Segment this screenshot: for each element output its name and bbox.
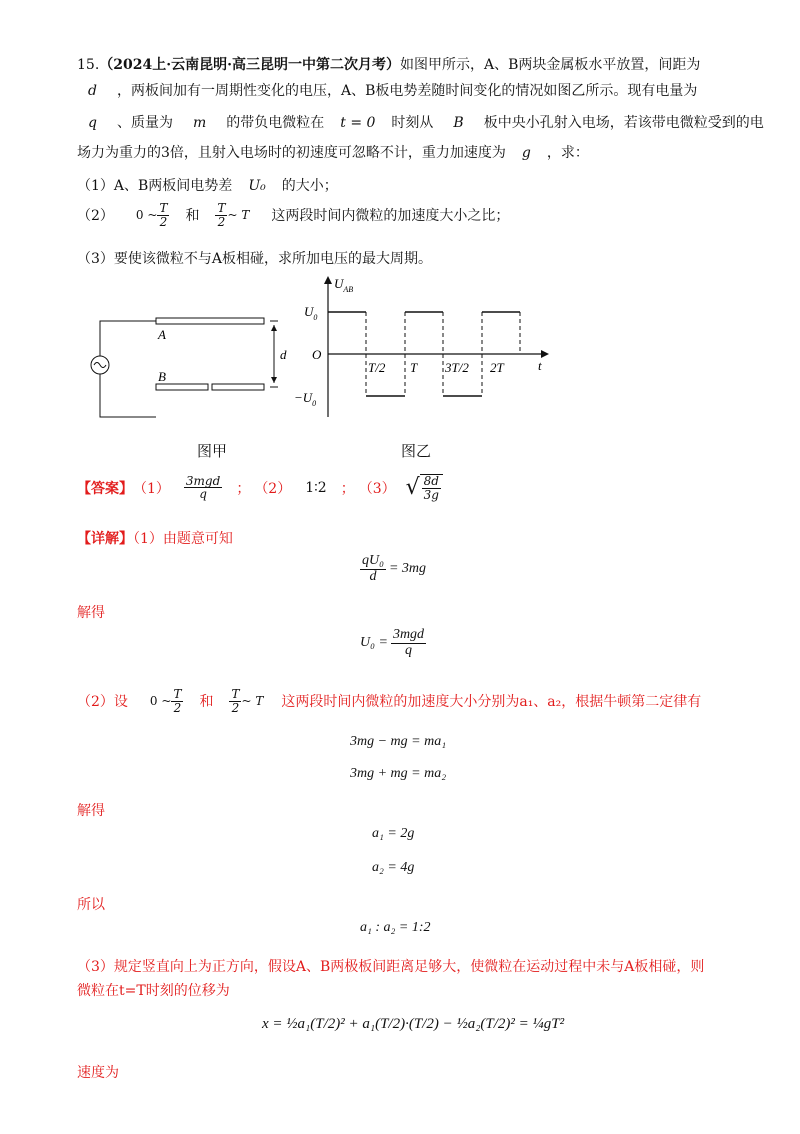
- tick-T-half: T/2: [368, 360, 386, 375]
- frac-num: 3mgd: [185, 473, 221, 488]
- fraction-T-over-2: [229, 688, 241, 714]
- frac-num: qU₀: [362, 553, 384, 568]
- explain-label: 【详解】: [77, 531, 133, 547]
- frac-den: d: [369, 568, 377, 584]
- plate-B-right: [212, 384, 264, 390]
- question-text: （2）: [77, 208, 114, 225]
- y-arrow-icon: [324, 276, 332, 284]
- eq2-lhs: U₀ =: [360, 635, 388, 651]
- symbol-B: B: [453, 115, 464, 131]
- question-text: 如图甲所示，A、B两块金属板水平放置，间距为: [399, 57, 701, 73]
- question-text: 时刻从: [391, 115, 434, 131]
- question-text: ，求：: [546, 145, 589, 161]
- explain-sudu: 速度为: [77, 1065, 119, 1081]
- plate-A: [156, 318, 264, 324]
- answer-index: （2）: [254, 480, 292, 497]
- fraction-T-over-2: [157, 202, 169, 228]
- plate-B-left: [156, 384, 208, 390]
- label-t: t: [538, 358, 542, 373]
- frac-den: q: [405, 642, 412, 658]
- x-arrow-icon: [541, 350, 549, 358]
- question-text: 板中央小孔射入电场，若该带电微粒受到的电: [483, 115, 764, 131]
- explain-text: 这两段时间内微粒的加速度大小分别为a₁、a₂，根据牛顿第二定律有: [281, 694, 702, 711]
- explain-line-2: [77, 688, 701, 714]
- question-text: 的带负电微粒在: [226, 115, 325, 131]
- question-text: （3）要使该微粒不与A板相碰，求所加电压的最大周期。: [77, 251, 433, 267]
- label-neg-U0: $-U_0$: [294, 390, 317, 408]
- answer-1-fraction: [184, 475, 222, 501]
- explain-jiede-1: 解得: [77, 605, 105, 621]
- equation-7: a₁ : a₂ = 1:2: [360, 920, 431, 935]
- fraction-T-over-2: [171, 688, 183, 714]
- frac-num: T: [231, 687, 240, 701]
- eq2-fraction: [391, 628, 426, 658]
- symbol-q: q: [88, 115, 97, 131]
- frac-den: 2: [217, 214, 226, 229]
- equation-3: 3mg − mg = ma₁: [350, 734, 447, 749]
- symbol-d: d: [88, 83, 97, 99]
- explain-text: 和: [199, 694, 214, 711]
- caption-right: 图乙: [401, 442, 432, 460]
- tick-2T: 2T: [490, 360, 504, 375]
- subquestion-1: [77, 175, 338, 195]
- question-text: 和: [185, 208, 200, 225]
- symbol-t0: t = 0: [340, 115, 376, 131]
- equation-2: [360, 628, 426, 658]
- frac-den: 2: [173, 700, 182, 715]
- equation-8: x = ½a₁(T/2)² + a₁(T/2)·(T/2) − ½a₂(T/2)² = ¼gT²: [262, 1016, 565, 1032]
- interval-start: 0 ~: [135, 208, 158, 223]
- explain-line-3a: （3）规定竖直向上为正方向，假设A、B两极板间距离足够大，使微粒在运动过程中未与A板相碰，则: [77, 959, 705, 975]
- explain-text: （2）设: [77, 694, 128, 711]
- label-B: B: [158, 369, 166, 384]
- answer-index: （1）: [133, 480, 170, 497]
- figure-voltage-graph: [290, 272, 560, 422]
- interval-end: ~ T: [227, 208, 250, 223]
- question-line-4: [77, 142, 589, 162]
- subquestion-2: [77, 202, 509, 228]
- equation-6: a₂ = 4g: [372, 860, 415, 875]
- label-A: A: [158, 327, 166, 342]
- eq1-fraction: [360, 554, 386, 584]
- frac-num: 3mgd: [392, 627, 425, 642]
- explain-suoyi: 所以: [77, 897, 105, 913]
- question-line-2: [88, 80, 697, 100]
- answer-separator: ；: [236, 480, 251, 497]
- caption-left: 图甲: [197, 442, 228, 460]
- answer-separator: ；: [340, 480, 355, 497]
- interval-start: 0 ~: [149, 694, 172, 709]
- explain-line-1: [77, 528, 233, 548]
- answer-line: [77, 474, 443, 501]
- label-d: d: [280, 347, 287, 362]
- tick-3T-half: 3T/2: [445, 360, 469, 375]
- question-text: 、质量为: [116, 115, 173, 131]
- explain-line-3b: 微粒在t=T时刻的位移为: [77, 983, 230, 999]
- equation-4: 3mg + mg = ma₂: [350, 766, 447, 781]
- question-number: 15.: [77, 57, 100, 73]
- explain-text: （1）由题意可知: [133, 531, 233, 547]
- tick-T: T: [410, 360, 418, 375]
- frac-num: T: [173, 687, 182, 701]
- answer-3-sqrt: √ $\frac{8d}{3g}$: [406, 474, 443, 501]
- question-line-1: [77, 54, 700, 74]
- subquestion-3: [77, 248, 432, 268]
- answer-3-fraction: [422, 475, 441, 501]
- frac-num: T: [159, 201, 168, 215]
- question-text: （1）A、B两板间电势差: [77, 178, 233, 194]
- frac-den: 3g: [423, 487, 439, 502]
- question-text: 这两段时间内微粒的加速度大小之比；: [271, 208, 510, 225]
- fraction-T-over-2: [215, 202, 227, 228]
- figure-plates: [90, 285, 290, 425]
- symbol-U0: U₀: [248, 178, 266, 194]
- question-text: 场力为重力的3倍，且射入电场时的初速度可忽略不计，重力加速度为: [77, 145, 506, 161]
- label-origin: O: [312, 347, 322, 362]
- answer-2-value: 1∶2: [305, 479, 327, 496]
- question-source: （2024上·云南昆明·高三昆明一中第二次月考）: [99, 57, 400, 73]
- question-line-3: [88, 112, 764, 132]
- answer-label: 【答案】: [77, 480, 133, 497]
- answer-index: （3）: [358, 480, 396, 497]
- equation-5: a₁ = 2g: [372, 826, 415, 841]
- equation-1: [360, 554, 426, 584]
- frac-num: 8d: [423, 474, 439, 488]
- question-text: ，两板间加有一周期性变化的电压，A、B板电势差随时间变化的情况如图乙所示。现有电量为: [116, 83, 698, 99]
- frac-num: T: [217, 201, 226, 215]
- frac-den: 2: [159, 214, 168, 229]
- frac-den: q: [199, 487, 207, 502]
- symbol-g: g: [521, 145, 531, 161]
- label-U0: $U_0$: [304, 304, 318, 322]
- frac-den: 2: [231, 700, 240, 715]
- y-axis-label: $U_{AB}$: [334, 276, 354, 294]
- explain-jiede-2: 解得: [77, 803, 105, 819]
- question-text: 的大小；: [281, 178, 338, 194]
- eq1-rhs: = 3mg: [388, 561, 427, 577]
- symbol-m: m: [192, 115, 207, 131]
- interval-end: ~ T: [241, 694, 264, 709]
